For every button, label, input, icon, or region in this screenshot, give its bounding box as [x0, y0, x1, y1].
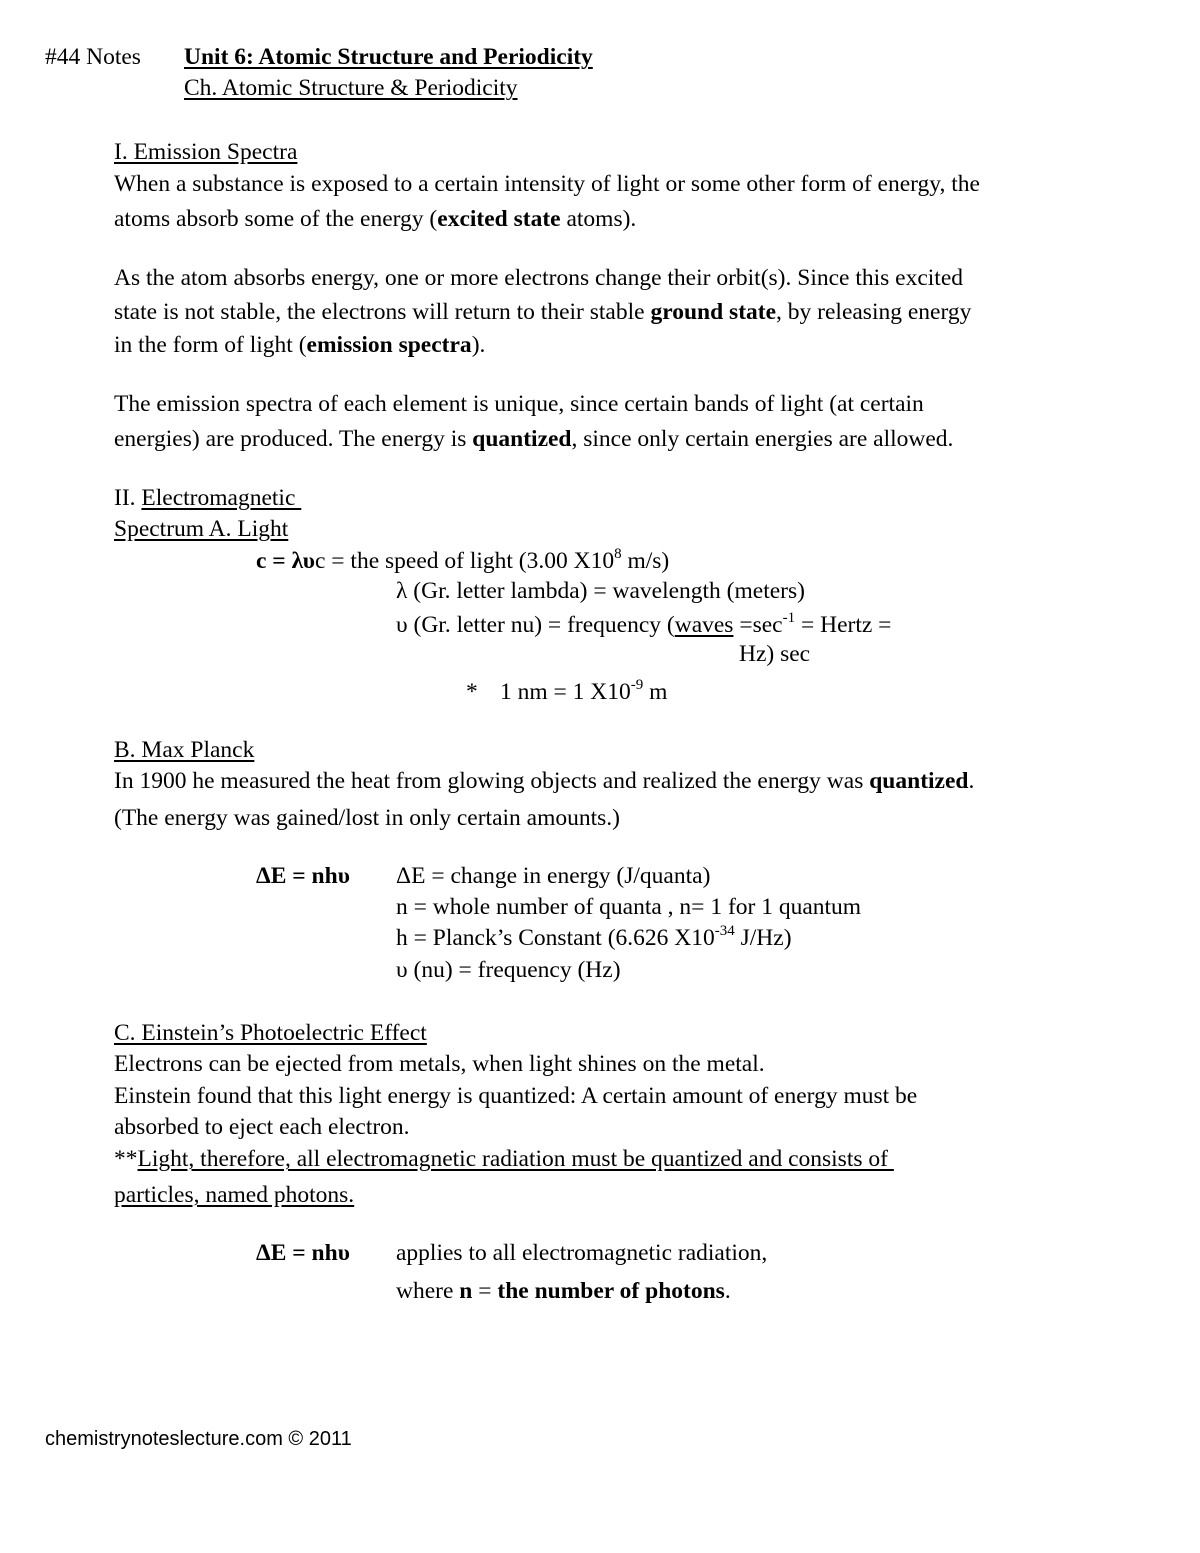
- planck-def-n: n = whole number of quanta , n= 1 for 1 quantum: [396, 894, 862, 920]
- planck-def-h: h = Planck’s Constant (6.626 $X10^{-34}$ J/Hz): [396, 923, 792, 951]
- section1-p2-line1: As the atom absorbs energy, one or more electrons change their orbit(s). Since this excited: [114, 265, 964, 291]
- photon-applies: applies to all electromagnetic radiation,: [396, 1240, 768, 1266]
- section1-p3-line2: energies) are produced. The energy is quantized, since only certain energies are allowed.: [114, 426, 954, 452]
- section-c-note-line2: particles, named photons.: [114, 1182, 355, 1208]
- section1-p1-line1: When a substance is exposed to a certain intensity of light or some other form of energy, the: [114, 171, 980, 197]
- section-b-line2: (The energy was gained/lost in only certain amounts.): [114, 805, 620, 831]
- section-c-heading: C. Einstein’s Photoelectric Effect: [114, 1020, 427, 1046]
- section1-p3-line1: The emission spectra of each element is unique, since certain bands of light (at certain: [114, 391, 924, 417]
- section-c-line3: absorbed to eject each electron.: [114, 1114, 410, 1140]
- section-c-line2: Einstein found that this light energy is quantized: A certain amount of energy must be: [114, 1083, 918, 1109]
- chapter-title: Ch. Atomic Structure & Periodicity: [184, 75, 518, 101]
- photon-formula: ΔE = nhυ: [256, 1240, 350, 1266]
- planck-def-nu: υ (nu) = frequency (Hz): [396, 957, 621, 983]
- nu-definition-line2: Hz) sec: [739, 641, 811, 667]
- section1-p2-line2: state is not stable, the electrons will return to their stable ground state, by releasing energy: [114, 299, 972, 325]
- planck-def-delta-e: ΔE = change in energy (J/quanta): [396, 863, 711, 889]
- nm-conversion: 1 nm = 1 $X10^{-9}$ m: [500, 677, 668, 705]
- footer-copyright: chemistrynoteslecture.com © 2011: [45, 1428, 352, 1450]
- section2-heading-line2: Spectrum A. Light: [114, 516, 289, 542]
- section-c-note-line1: **Light, therefore, all electromagnetic radiation must be quantized and consists of: [114, 1146, 894, 1172]
- section-c-line1: Electrons can be ejected from metals, when light shines on the metal.: [114, 1051, 765, 1077]
- photon-where: where n = the number of photons.: [396, 1278, 731, 1304]
- section1-p1-line2: atoms absorb some of the energy (excited state atoms).: [114, 206, 637, 232]
- lambda-definition: λ (Gr. letter lambda) = wavelength (meters): [396, 578, 805, 604]
- nm-conversion-star: *: [466, 679, 478, 705]
- section-b-heading: B. Max Planck: [114, 737, 255, 763]
- nu-definition: υ (Gr. letter nu) = frequency (waves $=\sec^{-1}$ = Hertz =: [396, 610, 892, 638]
- section1-heading: I. Emission Spectra: [114, 139, 298, 165]
- section-b-line1: In 1900 he measured the heat from glowing objects and realized the energy was quantized.: [114, 768, 975, 794]
- section1-p2-line3: in the form of light (emission spectra).: [114, 332, 486, 358]
- planck-formula: ΔE = nhυ: [256, 863, 350, 889]
- notes-label: #44 Notes: [45, 44, 141, 70]
- unit-title: Unit 6: Atomic Structure and Periodicity: [184, 44, 593, 70]
- section2-heading-line1: II. Electromagnetic: [114, 485, 302, 511]
- speed-of-light-formula: c = λυc = the speed of light (3.00 $X10^8$ m/s): [256, 546, 670, 574]
